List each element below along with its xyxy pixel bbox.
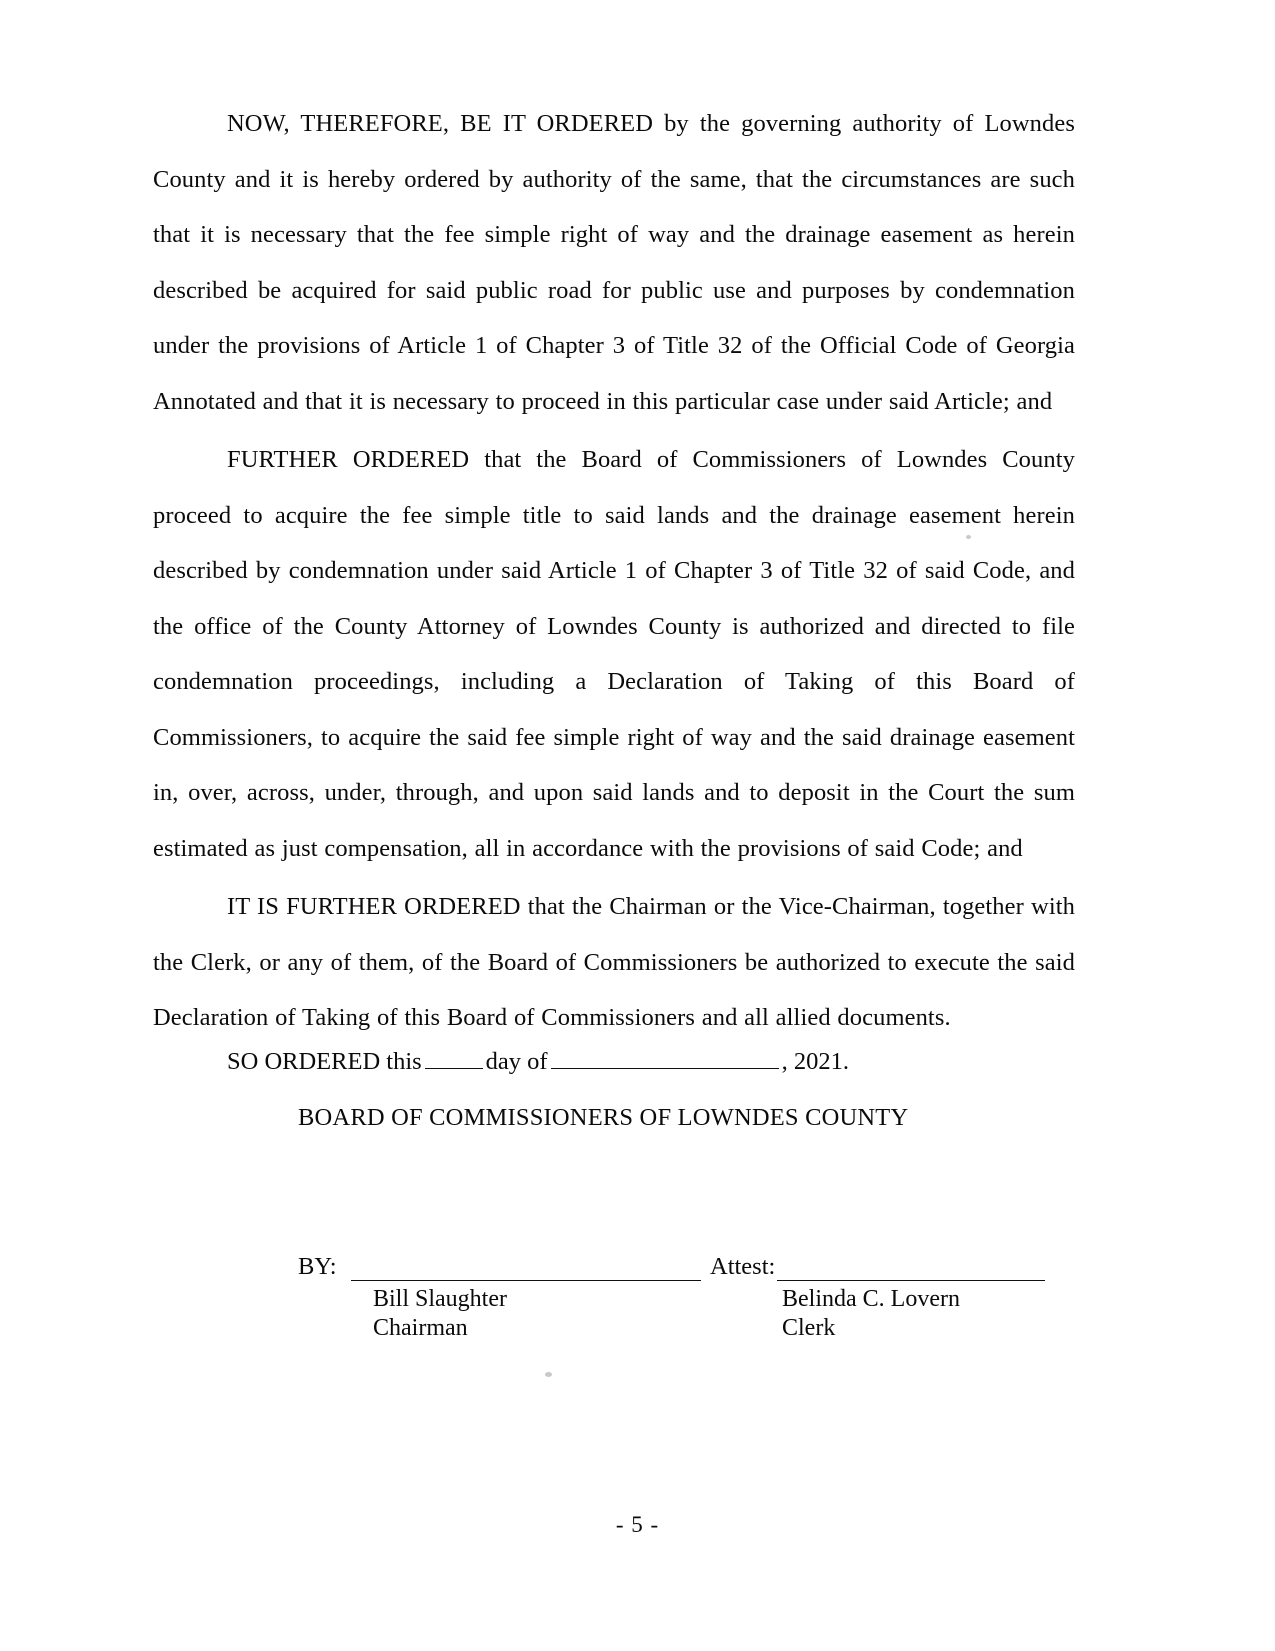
year-suffix: , 2021. <box>781 1048 849 1075</box>
clerk-name-group <box>710 1285 960 1343</box>
signature-names-row <box>153 1285 1075 1343</box>
paragraph-it-is-further-ordered: IT IS FURTHER ORDERED that the Chairman or the Vice-Chairman, together with the Clerk, or any of them, of the Board of Commissioners be authorized to execute the said Declaration of Taking of this Board of Commissioners and all allied documents. <box>153 893 1075 1031</box>
clerk-signature-group <box>710 1253 1045 1281</box>
scan-artifact-speck <box>545 1372 552 1377</box>
chairman-title: Chairman <box>373 1315 468 1341</box>
day-of-label: day of <box>485 1048 548 1075</box>
day-blank-field[interactable] <box>425 1045 483 1069</box>
by-label: BY: <box>298 1253 337 1280</box>
closing-block <box>153 1042 1075 1138</box>
chairman-signature-line[interactable] <box>351 1260 701 1281</box>
chairman-signature-group <box>298 1253 710 1281</box>
chairman-name: Bill Slaughter <box>373 1286 507 1312</box>
document-body <box>153 96 1075 1046</box>
so-ordered-prefix: SO ORDERED this <box>227 1048 422 1075</box>
board-of-commissioners-heading: BOARD OF COMMISSIONERS OF LOWNDES COUNTY <box>298 1104 909 1131</box>
clerk-name: Belinda C. Lovern <box>782 1286 960 1312</box>
signature-block <box>153 1253 1075 1343</box>
page-number: - 5 - <box>615 1512 660 1537</box>
attest-label: Attest: <box>710 1253 776 1280</box>
clerk-signature-line[interactable] <box>777 1260 1045 1281</box>
paragraph-now-therefore: NOW, THEREFORE, BE IT ORDERED by the governing authority of Lowndes County and it is hereby ordered by authority of the same, that the circumstances are such that it is necessary that the fee simple right of way and the drainage easement as herein described be acquired for said public road for public use and purposes by condemnation under the provisions of Article 1 of Chapter 3 of Title 32 of the Official Code of Georgia Annotated and that it is necessary to proceed in this particular case under said Article; and <box>153 110 1075 415</box>
so-ordered-line <box>153 1042 1075 1082</box>
scan-artifact-speck <box>966 535 971 539</box>
chairman-name-group <box>298 1285 710 1343</box>
month-blank-field[interactable] <box>551 1045 779 1069</box>
clerk-title: Clerk <box>782 1315 836 1341</box>
paragraph-further-ordered: FURTHER ORDERED that the Board of Commissioners of Lowndes County proceed to acquire the fee simple title to said lands and the drainage easement herein described by condemnation under said Article 1 of Chapter 3 of Title 32 of said Code, and the office of the County Attorney of Lowndes County is authorized and directed to file condemnation proceedings, including a Declaration of Taking of this Board of Commissioners, to acquire the said fee simple right of way and the said drainage easement in, over, across, under, through, and upon said lands and to deposit in the Court the sum estimated as just compensation, all in accordance with the provisions of said Code; and <box>153 446 1075 862</box>
signature-lines-row <box>153 1253 1075 1281</box>
